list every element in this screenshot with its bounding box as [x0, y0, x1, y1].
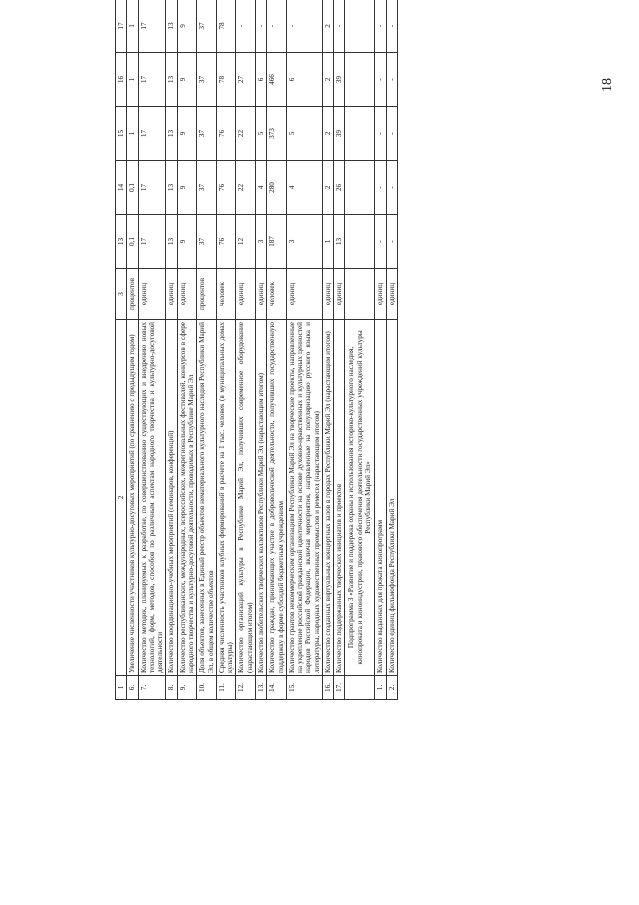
indicator-name: Средняя численность участников клубных формирований в расчете на 1 тыс. человек (в муниципальных домах культуры): [216, 320, 236, 676]
unit-cell: процентов: [197, 269, 217, 320]
row-number: 12.: [236, 676, 256, 700]
value-2025: -: [236, 0, 256, 53]
value-2021: 76: [216, 215, 236, 269]
value-2025: -: [267, 0, 287, 53]
value-2023: -: [386, 107, 397, 161]
value-2023: 13: [166, 107, 177, 161]
row-number: 10.: [197, 676, 217, 700]
value-2023: 39: [334, 107, 345, 161]
value-2023: 373: [267, 107, 287, 161]
indicator-name: Количество координационно-учебных мероприятий (семинаров, конференций): [166, 320, 177, 676]
value-2022: 4: [286, 161, 322, 215]
value-2025: 78: [216, 0, 236, 53]
unit-cell: единиц: [375, 269, 386, 320]
table-row: [375, 0, 386, 700]
header-row: [116, 0, 127, 700]
indicator-name: Количество грантов некоммерческим организациям Республики Марий Эл на творческие проекты, направленные на укрепление российской гражданской идентичности на основе духовно-нравственных и культурных ценностей народов Российской Федерации, включая мероприятия, направленные на популяризацию русского языка и литературы, народных художественных промыслов и ремесел (нарастающим итогом): [286, 320, 322, 676]
value-2025: 9: [177, 0, 197, 53]
unit-cell: единиц: [386, 269, 397, 320]
unit-cell: человек: [216, 269, 236, 320]
unit-cell: единиц: [286, 269, 322, 320]
table-row: [166, 0, 177, 700]
value-2023: 5: [255, 107, 266, 161]
value-2022: 280: [267, 161, 287, 215]
value-2025: -: [255, 0, 266, 53]
value-2024: 1: [127, 53, 138, 107]
unit-cell: единиц: [322, 269, 333, 320]
value-2022: 22: [236, 161, 256, 215]
value-2024: 37: [197, 53, 217, 107]
indicator-name: Количество выданных для проката кинопрограмм: [375, 320, 386, 676]
unit-cell: единиц: [334, 269, 345, 320]
value-2023: 1: [127, 107, 138, 161]
unit-cell: единиц: [255, 269, 266, 320]
row-number: 7.: [138, 676, 166, 700]
table-row: [267, 0, 287, 700]
value-2024: 6: [286, 53, 322, 107]
row-number: 16.: [322, 676, 333, 700]
value-2024: -: [386, 53, 397, 107]
row-number: 9.: [177, 676, 197, 700]
value-2021: 1: [322, 215, 333, 269]
value-2023: 9: [177, 107, 197, 161]
value-2021: 3: [255, 215, 266, 269]
value-2021: 13: [166, 215, 177, 269]
value-2021: 17: [138, 215, 166, 269]
col-header: 15: [116, 107, 127, 161]
indicator-name: Увеличение численности участников культурно-досуговых мероприятий (по сравнению с предыдущим годом): [127, 320, 138, 676]
value-2024: 17: [138, 53, 166, 107]
col-header: 1: [116, 676, 127, 700]
value-2025: -: [386, 0, 397, 53]
value-2024: -: [375, 53, 386, 107]
value-2022: 26: [334, 161, 345, 215]
value-2024: 39: [334, 53, 345, 107]
value-2023: 17: [138, 107, 166, 161]
value-2022: 9: [177, 161, 197, 215]
value-2022: 17: [138, 161, 166, 215]
value-2022: -: [375, 161, 386, 215]
table-row: [197, 0, 217, 700]
row-number: 6.: [127, 676, 138, 700]
col-header: 16: [116, 53, 127, 107]
value-2022: 2: [322, 161, 333, 215]
col-header: 13: [116, 215, 127, 269]
value-2023: 22: [236, 107, 256, 161]
value-2023: 37: [197, 107, 217, 161]
value-2021: 12: [236, 215, 256, 269]
indicator-name: Количество республиканских, международных, всероссийских, межрегиональных фестивалей, конкурсов в сфере народного творчества и культурно-досуговой деятельности, проводимых в Республике Марий Эл: [177, 320, 197, 676]
col-header: 2: [116, 320, 127, 676]
value-2021: -: [375, 215, 386, 269]
row-number: 14.: [267, 676, 287, 700]
page-number: 18: [600, 78, 615, 92]
table-row: [127, 0, 138, 700]
table-row: [216, 0, 236, 700]
unit-cell: процентов: [127, 269, 138, 320]
value-2025: -: [375, 0, 386, 53]
subprogram-row: [345, 0, 375, 700]
col-header: 14: [116, 161, 127, 215]
col-header: 17: [116, 0, 127, 53]
value-2025: 37: [197, 0, 217, 53]
value-2021: 13: [334, 215, 345, 269]
unit-cell: единиц: [236, 269, 256, 320]
indicator-name: Количество организаций культуры в Республике Марий Эл, получивших современное оборудование (нарастающим итогом): [236, 320, 256, 676]
indicator-name: Количество единиц фильмофонда Республики Марий Эл: [386, 320, 397, 676]
table-row: [286, 0, 322, 700]
value-2021: 187: [267, 215, 287, 269]
unit-cell: человек: [267, 269, 287, 320]
unit-cell: единиц: [166, 269, 177, 320]
indicators-table: [115, 0, 398, 700]
value-2021: 9: [177, 215, 197, 269]
value-2024: 6: [255, 53, 266, 107]
value-2024: 9: [177, 53, 197, 107]
value-2024: 27: [236, 53, 256, 107]
value-2023: 5: [286, 107, 322, 161]
value-2024: 2: [322, 53, 333, 107]
value-2025: 13: [166, 0, 177, 53]
value-2021: 3: [286, 215, 322, 269]
value-2024: 78: [216, 53, 236, 107]
indicator-name: Количество созданных виртуальных концертных залов в городах Республики Марий Эл (нарастающим итогом): [322, 320, 333, 676]
row-number: 11.: [216, 676, 236, 700]
col-header: 3: [116, 269, 127, 320]
rotated-table-block: [115, 0, 637, 700]
row-number: 2.: [386, 676, 397, 700]
value-2021: 37: [197, 215, 217, 269]
value-2025: -: [334, 0, 345, 53]
value-2024: 466: [267, 53, 287, 107]
row-number: 15.: [286, 676, 322, 700]
value-2025: 2: [322, 0, 333, 53]
value-2022: 76: [216, 161, 236, 215]
subprogram-heading: Подпрограмма 3 «Развитие и поддержка охраны и использования историко-культурного наследия, кинопроката и киноиндустрии, правового обеспечения деятельности государственных учреждений культуры Республики Марий Эл»: [345, 320, 375, 676]
value-2025: 1: [127, 0, 138, 53]
table-row: [386, 0, 397, 700]
value-2021: 0,1: [127, 215, 138, 269]
value-2025: 17: [138, 0, 166, 53]
row-number: 13.: [255, 676, 266, 700]
indicator-name: Количество поддержанных творческих инициатив и проектов: [334, 320, 345, 676]
value-2022: 13: [166, 161, 177, 215]
table-row: [255, 0, 266, 700]
value-2022: 0,1: [127, 161, 138, 215]
table-row: [334, 0, 345, 700]
value-2023: 76: [216, 107, 236, 161]
value-2023: 2: [322, 107, 333, 161]
value-2022: 37: [197, 161, 217, 215]
value-2021: -: [386, 215, 397, 269]
table-row: [177, 0, 197, 700]
indicator-name: Количество любительских творческих коллективов Республики Марий Эл (нарастающим итогом): [255, 320, 266, 676]
value-2023: -: [375, 107, 386, 161]
indicator-name: Количество методик, планируемых к разработке, по совершенствованию существующих и внедрению новых технологий, форм, методов, способов по различным аспектам народного творчества и культурно-досуговой деятельности: [138, 320, 166, 676]
unit-cell: единиц: [177, 269, 197, 320]
unit-cell: единиц: [138, 269, 166, 320]
table-row: [322, 0, 333, 700]
table-row: [138, 0, 166, 700]
value-2022: 4: [255, 161, 266, 215]
indicator-name: Доля объектов, занесенных в Единый реестр объектов нематериального культурного наследия Республики Марий Эл, в общем количестве объектов: [197, 320, 217, 676]
value-2024: 13: [166, 53, 177, 107]
value-2022: -: [386, 161, 397, 215]
indicator-name: Количество граждан, принимающих участие в добровольческой деятельности, получивших государственную поддержку в форме субсидий бюджетным учреждениям: [267, 320, 287, 676]
row-number: 1.: [375, 676, 386, 700]
row-number: 17.: [334, 676, 345, 700]
value-2025: -: [286, 0, 322, 53]
row-number: 8.: [166, 676, 177, 700]
table-row: [236, 0, 256, 700]
